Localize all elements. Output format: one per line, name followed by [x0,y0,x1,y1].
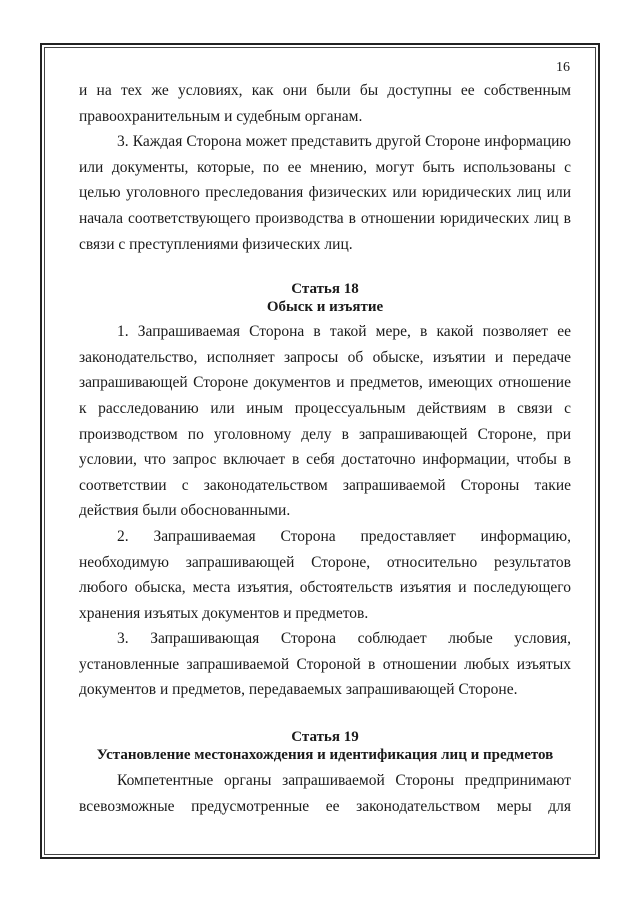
paragraph-17-3: 3. Каждая Сторона может представить другой Стороне информацию или документы, которые, по ее мнению, могут быть использованы с целью уголовного преследования физических или юридических лиц или начала соответствующего производства в отношении юридических лиц в связи с преступлениями физических лиц. [79,133,571,253]
document-body [79,78,571,819]
article-19-title: Установление местонахождения и идентификация лиц и предметов [96,747,554,764]
paragraph-18-3: 3. Запрашивающая Сторона соблюдает любые условия, установленные запрашиваемой Стороной в отношении любых изъятых документов и предметов, передаваемых запрашивающей Стороне. [79,630,571,699]
article-18-title: Обыск и изъятие [266,299,384,316]
paragraph-18-1: 1. Запрашиваемая Сторона в такой мере, в какой позволяет ее законодательство, исполняет запросы об обыске, изъятии и передаче запрашивающей Стороне документов и предметов, имеющих отношение к расследованию или иным процессуальным действиям в связи с производством по уголовному делу в запрашивающей Стороне, при условии, что запрос включает в себя достаточно информации, чтобы в соответствии с законодательством запрашиваемой Стороны такие действия были обоснованными. [79,323,571,520]
paragraph-19-1: Компетентные органы запрашиваемой Стороны предпринимают всевозможные предусмотренные ее законодательством меры для [79,772,571,815]
page-number: 16 [556,60,570,75]
article-18-heading [79,280,571,316]
paragraph-continuation: и на тех же условиях, как они были бы доступны ее собственным правоохранительным и судебным органам. [79,82,571,125]
article-18-number: Статья 18 [291,281,359,298]
article-19-number: Статья 19 [291,729,359,746]
article-19-heading [79,728,571,764]
paragraph-18-2: 2. Запрашиваемая Сторона предоставляет информацию, необходимую запрашивающей Стороне, относительно результатов любого обыска, места изъятия, обстоятельств изъятия и последующего хранения изъятых документов и предметов. [79,527,571,622]
